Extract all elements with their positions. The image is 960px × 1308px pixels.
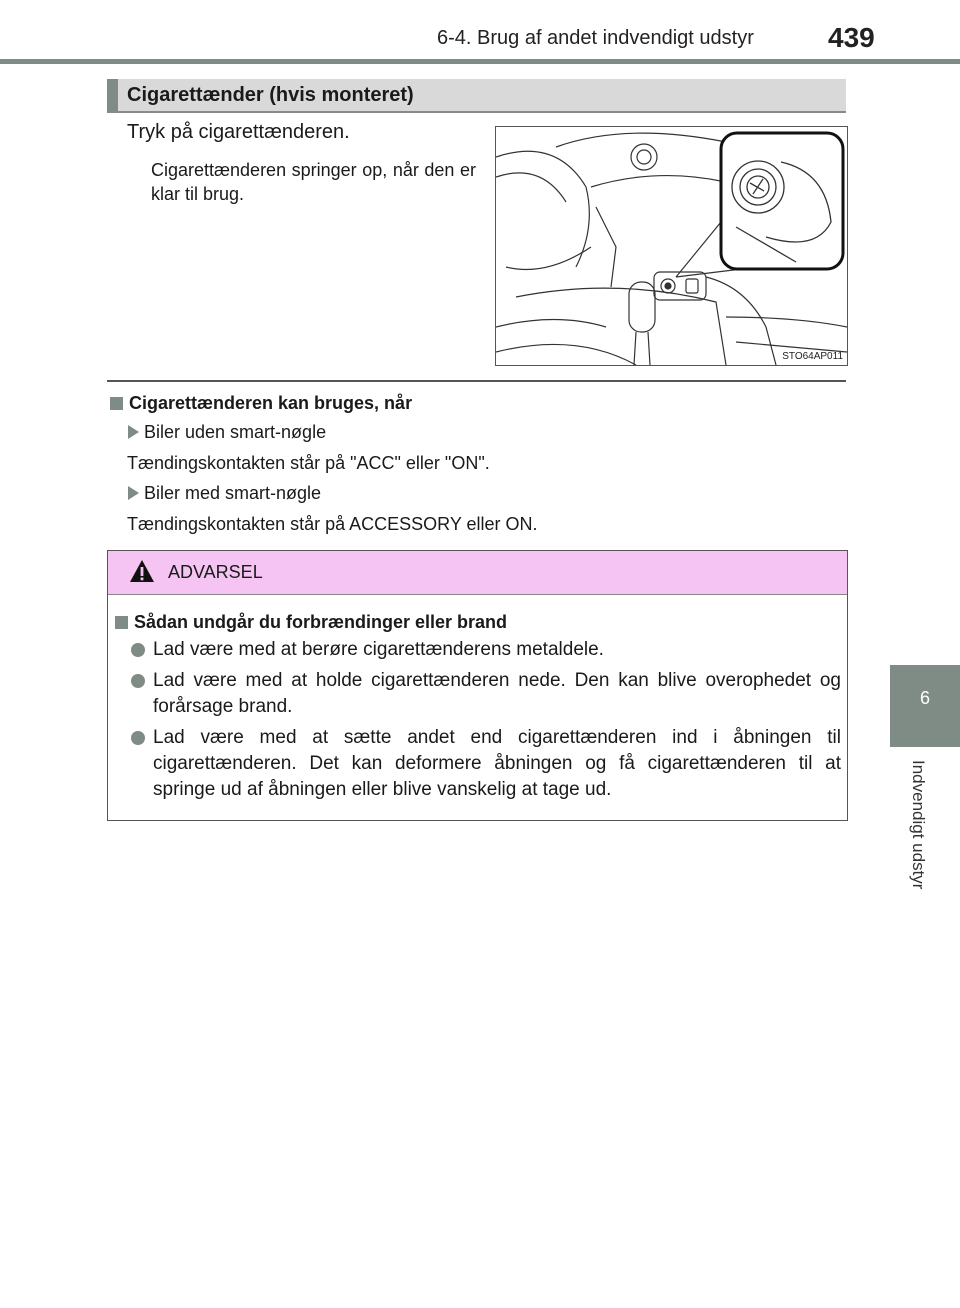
section-heading-text: Cigarettænder (hvis monteret) [127, 84, 414, 106]
circle-bullet-icon [131, 643, 145, 657]
warning-bullet-text: Lad være med at holde cigarettænderen nede. Den kan blive overophedet og forårsage brand. [153, 670, 841, 717]
circle-bullet-icon [131, 674, 145, 688]
usage-case-label-text: Biler uden smart-nøgle [144, 422, 327, 442]
step-instruction: Tryk på cigarettænderen. [127, 121, 350, 143]
warning-bullet-text: Lad være med at sætte andet end cigarettænderen ind i åbningen til cigarettænderen. Det kan deformere åbningen og få cigarettænderen til at springe ud af åbningen eller blive vanskelig at tage ud. [153, 727, 841, 800]
usage-case-label [128, 483, 321, 504]
page-number: 439 [828, 22, 875, 53]
header-rule [0, 59, 960, 64]
section-divider [107, 380, 846, 382]
square-bullet-icon [110, 397, 123, 410]
chapter-tab-label: Indvendigt udstyr [909, 760, 928, 890]
illustration-code: STO64AP011 [782, 351, 843, 362]
running-header-section: 6-4. Brug af andet indvendigt udstyr [437, 27, 754, 49]
warning-bullet [131, 637, 841, 663]
usage-case-label [128, 422, 326, 443]
warning-subheading-text: Sådan undgår du forbrændinger eller brand [134, 612, 508, 632]
warning-subheading [115, 612, 507, 633]
warning-triangle-icon [129, 559, 155, 583]
warning-bullet [131, 668, 841, 720]
chapter-tab-number: 6 [919, 688, 930, 708]
usage-heading-text: Cigarettænderen kan bruges, når [129, 393, 413, 413]
cigarette-lighter-illustration [495, 126, 848, 366]
warning-box [107, 550, 848, 821]
section-heading-bar [107, 79, 118, 111]
section-heading [107, 79, 846, 113]
usage-case-text: Tændingskontakten står på ACCESSORY eller ON. [127, 514, 538, 534]
triangle-bullet-icon [128, 486, 139, 500]
step-note: Cigarettænderen springer op, når den er klar til brug. [151, 160, 476, 204]
warning-bullet [131, 725, 841, 803]
triangle-bullet-icon [128, 425, 139, 439]
warning-title: ADVARSEL [168, 562, 263, 582]
warning-header [108, 551, 847, 595]
usage-case-label-text: Biler med smart-nøgle [144, 483, 322, 503]
dashboard-drawing [496, 127, 847, 365]
usage-heading [110, 393, 412, 414]
warning-bullet-text: Lad være med at berøre cigarettænderens metaldele. [153, 639, 604, 660]
circle-bullet-icon [131, 731, 145, 745]
square-bullet-icon [115, 616, 128, 629]
usage-case-text: Tændingskontakten står på "ACC" eller "ON". [127, 453, 490, 473]
